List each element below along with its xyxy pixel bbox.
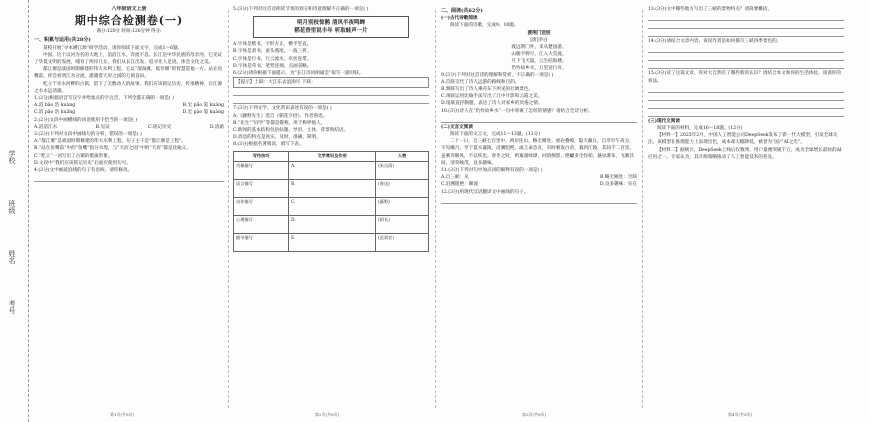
table-cell: 语言描写: [234, 179, 289, 197]
table-header: 人物: [376, 151, 429, 161]
answer-line[interactable]: [648, 30, 844, 37]
subsection-intro: 阅读下面的诗歌，完成9、10题。: [450, 23, 519, 29]
table-cell[interactable]: B.: [289, 179, 376, 197]
poem-line: 山随平野尽，江入大荒流。: [511, 51, 567, 57]
callout-line: 稻花香里说丰年 听取蛙声一片: [294, 28, 368, 35]
choice-b[interactable]: B.略无阙处：空缺: [600, 175, 637, 181]
table-cell: 肖像描写: [234, 161, 289, 179]
subsection-heading: (一)古代诗歌阅读: [441, 16, 478, 22]
choice-c[interactable]: C.沿溯阻绝：顺流: [441, 182, 478, 188]
table-row: [234, 197, 429, 215]
choice-c[interactable]: C.“屹立”一词写出了古镇的挺拔形象。: [34, 153, 113, 159]
question-5: 5.(3分)下列对这首诗朗读节奏的划分和诗意理解不正确的一项是( ): [233, 7, 369, 12]
table-cell: (阿长): [376, 215, 429, 233]
question-8: 8.(3分)根据名著阅读，填写下表。: [233, 142, 304, 148]
student-info-sidebar: [0, 0, 29, 422]
choice-row: [441, 181, 637, 188]
answer-line[interactable]: [233, 89, 429, 96]
page-3: [441, 6, 637, 410]
table-cell: (范爱农): [376, 233, 429, 251]
section-heading: 二、阅读(共62分): [441, 8, 483, 14]
table-cell: 心理描写: [234, 215, 289, 233]
choice-c[interactable]: C.滔 pāo 浩 kuǎng: [34, 110, 76, 116]
question-14: 14.(3分)请结合文章内容，说说作者是如何描写三峡四季景色的。: [648, 39, 782, 45]
poem-line: 月下飞天镜，云生结海楼。: [511, 58, 567, 64]
table-cell[interactable]: E.: [289, 233, 376, 251]
choice-a[interactable]: A.《藤野先生》选自《朝花夕拾》，作者鲁迅。: [233, 113, 328, 119]
choice-b[interactable]: B.“站在鱼嘴前”中的“鱼嘴”指分水堤，与“天府之国”中的“天府”都是比喻义。: [34, 146, 191, 152]
subsection-heading: (三)现代文阅读: [648, 118, 680, 124]
table-cell[interactable]: D.: [289, 215, 376, 233]
page-4: [648, 6, 844, 410]
column-divider: [228, 10, 229, 408]
choice-d[interactable]: D.良多趣味：实在: [599, 182, 637, 188]
choice-b[interactable]: B.字体是隶书，蚕头燕尾，一波三折。: [233, 49, 312, 55]
choice-d[interactable]: D.宏 pào 裂 kuàng: [182, 110, 224, 116]
choice-c[interactable]: C.字体是行书，行云流水，牵丝连带。: [233, 56, 312, 62]
poem-line: 渡远荆门外，来从楚国游。: [511, 44, 567, 50]
question-13: 13.(3分)文中哪些地方写出了三峡的景物特点？请简要概括。: [648, 7, 773, 12]
passage-paragraph: 都江堰是战国时期修建的伟大水利工程，它以“深淘滩，低作堰”的智慧造福一方。站在鱼嘴前，你会看到江水分流，灌溉着天府之国的万顷良田。: [34, 67, 223, 80]
question-15: 15.(3分)读了这篇文章，你对大自然有了哪些新的认识？请结合本文和你的生活体验，谈谈你的看法。: [648, 71, 841, 84]
answer-line[interactable]: [648, 102, 844, 109]
table-cell: (鲁迅): [376, 179, 429, 197]
answer-line[interactable]: [648, 22, 844, 29]
question-4: 4.(2分)文中画波浪线的句子有语病，请你修改。: [34, 168, 133, 174]
passage-paragraph: 某校开展“寻本溯江源”研学活动，请你阅读下面文字，完成1～6题。: [43, 45, 183, 51]
choice-b[interactable]: B.“先生”“同学”等都是敬称，用于称呼他人。: [233, 120, 326, 126]
choice-d[interactable]: D.字体是草书，笔势连绵，点画省略。: [233, 63, 312, 69]
answer-line[interactable]: [34, 175, 224, 182]
page-title: 期中综合检测卷(一): [74, 14, 184, 28]
subsection-intro: 阅读下面的材料，完成16～18题。(12分): [657, 126, 743, 132]
column-divider: [435, 10, 436, 408]
choice-b[interactable]: B.颔联写出了诗人乘舟东下所见的壮阔景色。: [441, 87, 534, 93]
callout-line: 明月别枝惊鹊 清风半夜鸣蝉: [297, 20, 365, 27]
id-label: 考号: [8, 300, 16, 314]
choice-d[interactable]: D.文段中“我们应该铭记历史”后面应使用句号。: [34, 160, 131, 166]
answer-line[interactable]: [648, 110, 844, 117]
table-header: 文学常识及作用: [289, 151, 376, 161]
answer-line[interactable]: [648, 54, 844, 61]
page-2: [233, 6, 429, 410]
choice-d[interactable]: D.尾联直抒胸臆，表达了诗人对家乡的厌倦之情。: [441, 101, 543, 107]
table-row: [234, 161, 429, 179]
name-label: 姓名: [8, 250, 16, 264]
table-cell[interactable]: A.: [289, 161, 376, 179]
choice-row: [34, 109, 224, 116]
answer-line[interactable]: [648, 86, 844, 93]
choice-b[interactable]: B.见证: [95, 124, 110, 130]
question-11: 11.(3分)下列对句中加点词的解释有误的一项是( ): [441, 168, 543, 174]
classical-passage: 二十一日，自三峡七百里中，两岸连山，略无阙处。重岩叠嶂，隐天蔽日，自非亭午夜分，不见曦月。至于夏水襄陵，沿溯阻绝。或王命急宣，有时朝发白帝，暮到江陵，其间千二百里，虽乘奔御风，不以疾也。春冬之时，则素湍绿潭，回清倒影，绝巘多生怪柏，悬泉瀑布，飞漱其间，清荣峻茂，良多趣味。: [441, 139, 634, 166]
table-cell: 动作描写: [234, 197, 289, 215]
answer-line[interactable]: [648, 62, 844, 69]
answer-line[interactable]: [441, 197, 637, 204]
answer-line[interactable]: [648, 46, 844, 53]
passage-paragraph: 屹立于赤水河畔的古镇，留下了无数动人的故事。我们应该铭记历史，传承精神，让江源之水永远清澈。: [34, 81, 223, 94]
question-1: 1.(2分)根据语音写汉字并给加点的字注音，下列全都正确的一项是( ): [34, 96, 174, 102]
answer-line[interactable]: [648, 94, 844, 101]
page-number: 第4页(共8页): [728, 412, 753, 417]
table-cell: (朱自清): [376, 161, 429, 179]
choice-a[interactable]: A.首联交代了诗人远游的路线和目的。: [441, 79, 520, 85]
table-cell: 细节描写: [234, 233, 289, 251]
choice-b[interactable]: B.宏 pǎo 裂 kuàng: [182, 103, 224, 109]
choice-row: [34, 124, 224, 131]
table-row: [234, 215, 429, 233]
question-3: 3.(2分)下列对文段中画线句的分析，错误的一项是( ): [34, 132, 142, 138]
page-1: [34, 6, 224, 410]
table-row: [234, 179, 429, 197]
poem-line: 仍怜故乡水，万里送行舟。: [511, 65, 567, 71]
table-header: 写作技巧: [234, 151, 289, 161]
poem: [441, 30, 637, 72]
page-number: 第2页(共8页): [315, 412, 340, 417]
choice-d[interactable]: D.清澈: [209, 124, 224, 130]
answer-line[interactable]: [233, 97, 429, 104]
material-2: 【材料二】据统计，DeepSeek上线后仅数周，用户量便突破千万，成为全球增长最快的AI应用之一。专家认为，其开源策略推动了人工智能技术的普及。: [648, 147, 842, 160]
table-cell[interactable]: C.: [289, 197, 376, 215]
choice-a[interactable]: A.自三峡：从: [441, 175, 469, 181]
passage-paragraph: 中国，这个以河为名的大地上，滔滔江水，奔流不息。长江是中华民族的母亲河，它见证了华夏文明的发展，哺育了两岸儿女，我们从长江出发，追寻先人足迹，体会文化之美。: [34, 52, 223, 66]
question-9: 9.(3分)下列对这首诗的理解和赏析，不正确的一项是( ): [441, 72, 554, 78]
table-cell: (藤野): [376, 197, 429, 215]
class-label: 班级: [8, 200, 16, 214]
exam-meta: 满分:120分 时间:120分钟 得分:: [96, 29, 162, 35]
question-10: 10.(3分)诗人在“仍怜故乡水”一句中寄寓了怎样的情感？请结合全诗分析。: [441, 108, 593, 114]
reading-table: [233, 151, 429, 252]
question-7: 7.(3分)下列文学、文化常识表述有误的一项是( ): [233, 106, 332, 112]
choice-row: [441, 174, 637, 181]
choice-c[interactable]: C.新闻的基本结构包括标题、导语、主体、背景和结语。: [233, 128, 349, 134]
question-6: 6.(2分)请你根据下面提示，为“长江诗词朗诵会”拟写一副对联。: [233, 71, 364, 77]
column-divider: [642, 10, 643, 408]
material-1: 【材料一】2025年2月，中国人工智能公司DeepSeek发布了新一代大模型，引发全球关注。该模型在推理能力上表现出色，成本却大幅降低，被誉为“国产AI之光”。: [648, 133, 838, 146]
poem-title: 渡荆门送别: [527, 30, 551, 36]
choice-a[interactable]: A.滔滔江水: [34, 124, 58, 130]
answer-line[interactable]: [441, 116, 637, 123]
choice-d[interactable]: D.消息的特点是真实、及时、准确、简明。: [233, 135, 321, 141]
hint-box: 【提示】上联：大江东去浪淘尽 下联：: [233, 77, 429, 88]
choice-a[interactable]: A.滔 bāo 浩 kuàng: [34, 103, 76, 109]
choice-c[interactable]: C.铭记历史: [148, 124, 172, 130]
question-12: 12.(3分)用现代汉语翻译文中画线的句子。: [441, 189, 529, 195]
page-number: 第1页(共8页): [110, 412, 135, 417]
page-number: 第3页(共8页): [522, 412, 547, 417]
choice-a[interactable]: A.“都江堰”是战国时期修建的伟大水利工程，句子主干是“都江堰是工程”。: [34, 139, 186, 145]
school-label: 学校: [8, 150, 16, 164]
calligraphy-box: [253, 16, 409, 38]
choice-a[interactable]: A.字体是楷书，字形方正，横平竖直。: [233, 42, 312, 48]
subsection-intro: 阅读下面的文言文，完成11～13题。(12分): [450, 132, 541, 138]
grade-label: 八年级语文上册: [111, 6, 147, 12]
poem-author: [唐]李白: [530, 37, 548, 43]
answer-line[interactable]: [648, 14, 844, 21]
section-heading: 一、积累与运用(共28分): [34, 37, 91, 44]
table-header-row: [234, 151, 429, 161]
subsection-heading: (二)文言文阅读: [441, 124, 473, 130]
question-2: 2.(2分)文段中画横线的词语使用不恰当的一项是( ): [34, 117, 138, 123]
choice-row: [34, 102, 224, 109]
table-row: [234, 233, 429, 251]
choice-c[interactable]: C.颈联运用比喻手法写出了江中月影和云霞之美。: [441, 94, 543, 100]
